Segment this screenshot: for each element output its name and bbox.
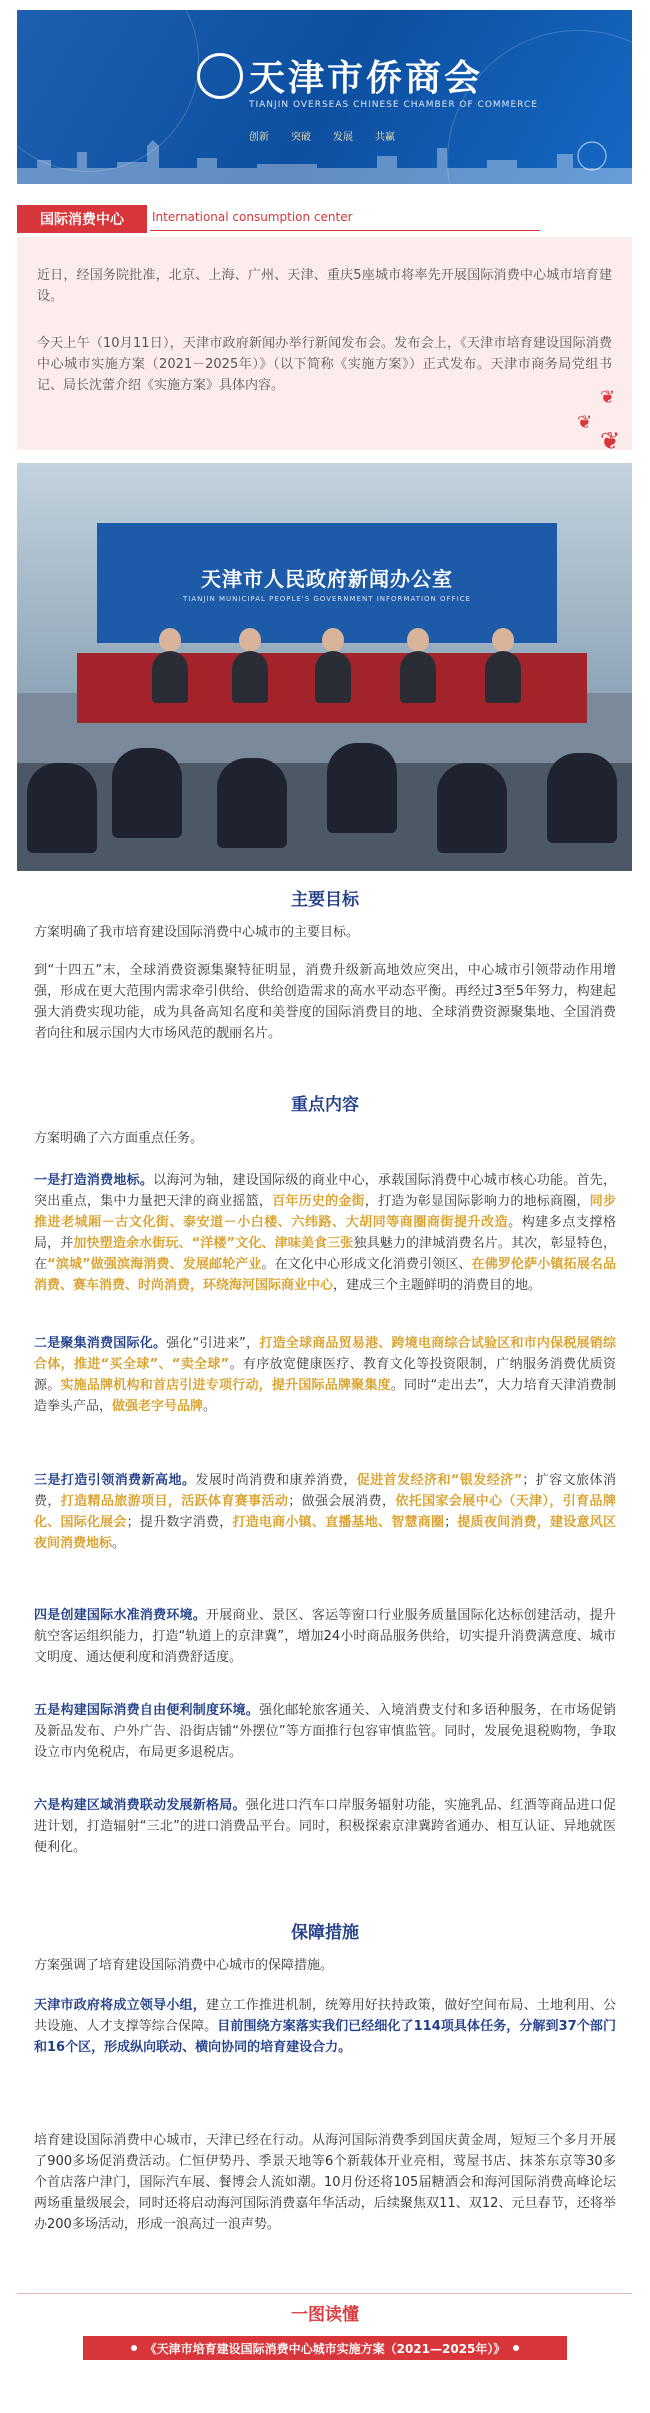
text-run: ； [444, 1515, 458, 1530]
heading-main-goals: 主要目标 [291, 890, 359, 910]
press-conference-photo [17, 463, 632, 871]
text-run: ；做强会展消费， [288, 1494, 396, 1509]
intro-paragraph: 今天上午（10月11日），天津市政府新闻办举行新闻发布会。发布会上，《天津市培育建设国际消费中心城市实施方案（2021－2025年）》（以下简称《实施方案》）正式发布。天津市商务局党组书记、局长沈蕾介绍《实施方案》具体内容。 [37, 336, 612, 393]
speaker [485, 651, 521, 703]
text-run: 一是打造消费地标。 [34, 1173, 154, 1188]
text-run: “滨城”做强滨海消费、发展邮轮产业 [47, 1257, 262, 1272]
text-run: 。有序放宽健康医疗、教育文化等投资限制，广纳服务消费优质资源。 [34, 1357, 616, 1393]
task-2-paragraph [34, 1333, 616, 1417]
text-run: 提质夜间消费，建设意风区夜间消费地标 [34, 1515, 616, 1551]
task-5-paragraph [34, 1700, 616, 1763]
text-run: 百年历史的金街 [272, 1194, 365, 1209]
reading-bar-label: 《天津市培育建设国际消费中心城市实施方案（2021—2025年）》 [144, 2341, 506, 2356]
task-4-paragraph [34, 1605, 616, 1668]
audience-member [547, 753, 617, 843]
bird-icon: ❦ [600, 427, 621, 455]
slogan: 发展 [333, 132, 353, 143]
speaker [400, 651, 436, 703]
bullet-dot-icon [131, 2345, 137, 2351]
reading-title: 一图读懂 [291, 2305, 359, 2325]
text-run: ，打造为彰显国际影响力的地标商圈， [364, 1194, 590, 1209]
screen-subtitle: TIANJIN MUNICIPAL PEOPLE'S GOVERNMENT INFORMATION OFFICE [183, 595, 471, 603]
speaker-head [239, 628, 261, 652]
text-run: 实施品牌机构和首店引进专项行动，提升国际品牌聚集度 [60, 1378, 391, 1393]
text-run: 加快塑造余水街玩、“洋楼”文化、津味美食三张 [73, 1236, 354, 1251]
section-tag-en: International consumption center [152, 210, 353, 224]
bullet-dot-icon [513, 2345, 519, 2351]
intro-box [17, 237, 632, 455]
heading-key-content: 重点内容 [291, 1095, 359, 1115]
bird-icon: ❦ [577, 412, 593, 433]
text-run: 。 [112, 1536, 126, 1551]
guarantee-intro: 方案强调了培育建设国际消费中心城市的保障措施。 [34, 1958, 334, 1973]
speaker-head [322, 628, 344, 652]
city-skyline-icon [17, 138, 632, 184]
text-run: 四是创建国际水准消费环境。 [34, 1608, 207, 1623]
goals-intro: 方案明确了我市培育建设国际消费中心城市的主要目标。 [34, 925, 360, 940]
text-run: ；扩容文旅体消费， [34, 1473, 616, 1509]
bird-icon: ❦ [600, 387, 616, 408]
text-run: 目前围绕方案落实我们已经细化了114项具体任务，分解到37个部门和16个区，形成纵向联动、横向协同的培育建设合力。 [34, 2019, 616, 2055]
screen-title: 天津市人民政府新闻办公室 [201, 567, 453, 591]
text-run: 二是聚集消费国际化。 [34, 1336, 167, 1351]
chamber-logo-icon [197, 53, 243, 99]
speaker-head [407, 628, 429, 652]
text-run: 。 [203, 1399, 217, 1414]
section-tag: 国际消费中心 [17, 205, 147, 233]
text-run: 五是构建国际消费自由便利制度环境。 [34, 1703, 259, 1718]
task-6-paragraph [34, 1795, 616, 1858]
text-run: 打造电商小镇、直播基地、智慧商圈 [232, 1515, 445, 1530]
audience-member [27, 763, 97, 853]
audience-member [112, 748, 182, 838]
text-run: 强化邮轮旅客通关、入境消费支付和多语种服务，在市场促销及新品发布、户外广告、沿街店铺“外摆位”等方面推行包容审慎监管。同时，发展免退税购物，争取设立市内免税店，布局更多退税店。 [34, 1703, 616, 1760]
section-divider [150, 230, 540, 231]
photo-audience-area [17, 763, 632, 871]
guarantee-paragraph: 培育建设国际消费中心城市，天津已经在行动。从海河国际消费季到国庆黄金周，短短三个多月开展了900多场促消费活动。仁恒伊势丹、季景天地等6个新载体开业亮相，莺屋书店、抹茶东京等30多个首店落户津门，国际汽车展、餐博会人流如潮。10月份还将105届糖酒会和海河国际消费高峰论坛两场重量级展会，同时还将启动海河国际消费嘉年华活动，后续聚焦双11、双12、元旦春节，还将举办200多场活动，形成一浪高过一浪声势。 [34, 2133, 616, 2232]
key-intro: 方案明确了六方面重点任务。 [34, 1131, 204, 1146]
speaker [152, 651, 188, 703]
text-run: ；提升数字消费， [126, 1515, 233, 1530]
heading-guarantee: 保障措施 [291, 1923, 359, 1943]
text-run: 打造精品旅游项目，活跃体育赛事活动 [60, 1494, 289, 1509]
speaker-head [159, 628, 181, 652]
task-3-paragraph [34, 1470, 616, 1554]
text-run: 以海河为轴，建设国际级的商业中心，承载国际消费中心城市核心功能。首先，突出重点，集中力量把天津的商业摇篮， [34, 1173, 616, 1209]
text-run: 独具魅力的津城消费名片。其次，彰显特色，在 [34, 1236, 616, 1272]
text-run: 强化进口汽车口岸服务辐射功能，实施乳品、红酒等商品进口促进计划，打造辐射“三北”的进口消费品平台。同时，积极探索京津冀跨省通办、相互认证、异地就医便利化。 [34, 1798, 616, 1855]
text-run: ，建成三个主题鲜明的消费目的地。 [333, 1278, 542, 1293]
slogan: 共赢 [375, 132, 395, 143]
audience-member [327, 743, 397, 833]
speaker [232, 651, 268, 703]
photo-screen [97, 523, 557, 643]
banner-title: 天津市侨商会 [249, 57, 484, 99]
slogan: 创新 [249, 132, 269, 143]
text-run: 促进首发经济和“银发经济” [356, 1473, 523, 1488]
audience-member [217, 758, 287, 848]
task-1-paragraph [34, 1170, 616, 1296]
header-banner [17, 10, 632, 184]
text-run: 。在文化中心形成文化消费引领区、 [261, 1257, 472, 1272]
goals-paragraph: 到“十四五”末，全球消费资源集聚特征明显，消费升级新高地效应突出，中心城市引领带动作用增强，形成在更大范围内需求牵引供给、供给创造需求的高水平动态平衡。再经过3至5年努力，构建起强大消费实现功能，成为具备高知名度和美誉度的国际消费目的地、全球消费资源聚集地、全国消费者向往和展示国内大市场风范的靓丽名片。 [34, 963, 616, 1041]
text-run: 。构建多点支撑格局，并 [34, 1215, 616, 1251]
text-run: 开展商业、景区、客运等窗口行业服务质量国际化达标创建活动，提升航空客运组织能力，打造“轨道上的京津冀”，增加24小时商品服务供给，切实提升消费满意度、城市文明度、通达便利度和消费舒适度。 [34, 1608, 616, 1665]
text-run: 依托国家会展中心（天津），引育品牌化、国际化展会 [34, 1494, 616, 1530]
text-run: 发展时尚消费和康养消费， [195, 1473, 357, 1488]
text-run: 三是打造引领消费新高地。 [34, 1473, 196, 1488]
slogan: 突破 [291, 132, 311, 143]
text-run: 做强老字号品牌 [112, 1399, 204, 1414]
text-run: 六是构建区域消费联动发展新格局。 [34, 1798, 246, 1813]
text-run: 天津市政府将成立领导小组， [34, 1998, 207, 2013]
audience-member [437, 763, 507, 853]
text-run: 强化“引进来”， [166, 1336, 260, 1351]
text-run: 。同时“走出去”，大力培育天津消费制造拳头产品， [34, 1378, 616, 1414]
intro-paragraph: 近日，经国务院批准，北京、上海、广州、天津、重庆5座城市将率先开展国际消费中心城市培育建设。 [37, 268, 612, 304]
speaker [315, 651, 351, 703]
text-run: 同步推进老城厢－古文化街、泰安道－小白楼、六纬路、大胡同等商圈商街提升改造 [34, 1194, 616, 1230]
speaker-head [492, 628, 514, 652]
guarantee-paragraph [34, 1995, 616, 2058]
text-run: 建立工作推进机制，统筹用好扶持政策，做好空间布局、土地利用、公共设施、人才支撑等综合保障。 [34, 1998, 616, 2034]
text-run: 在佛罗伦萨小镇拓展名品消费、赛车消费、时尚消费，环绕海河国际商业中心 [34, 1257, 616, 1293]
banner-subtitle: TIANJIN OVERSEAS CHINESE CHAMBER OF COMMERCE [249, 100, 538, 110]
text-run: 打造全球商品贸易港、跨境电商综合试验区和市内保税展销综合体，推进“买全球”、“卖全球” [34, 1336, 616, 1372]
reading-title-bar[interactable] [83, 2336, 567, 2360]
footer-divider [17, 2293, 632, 2294]
